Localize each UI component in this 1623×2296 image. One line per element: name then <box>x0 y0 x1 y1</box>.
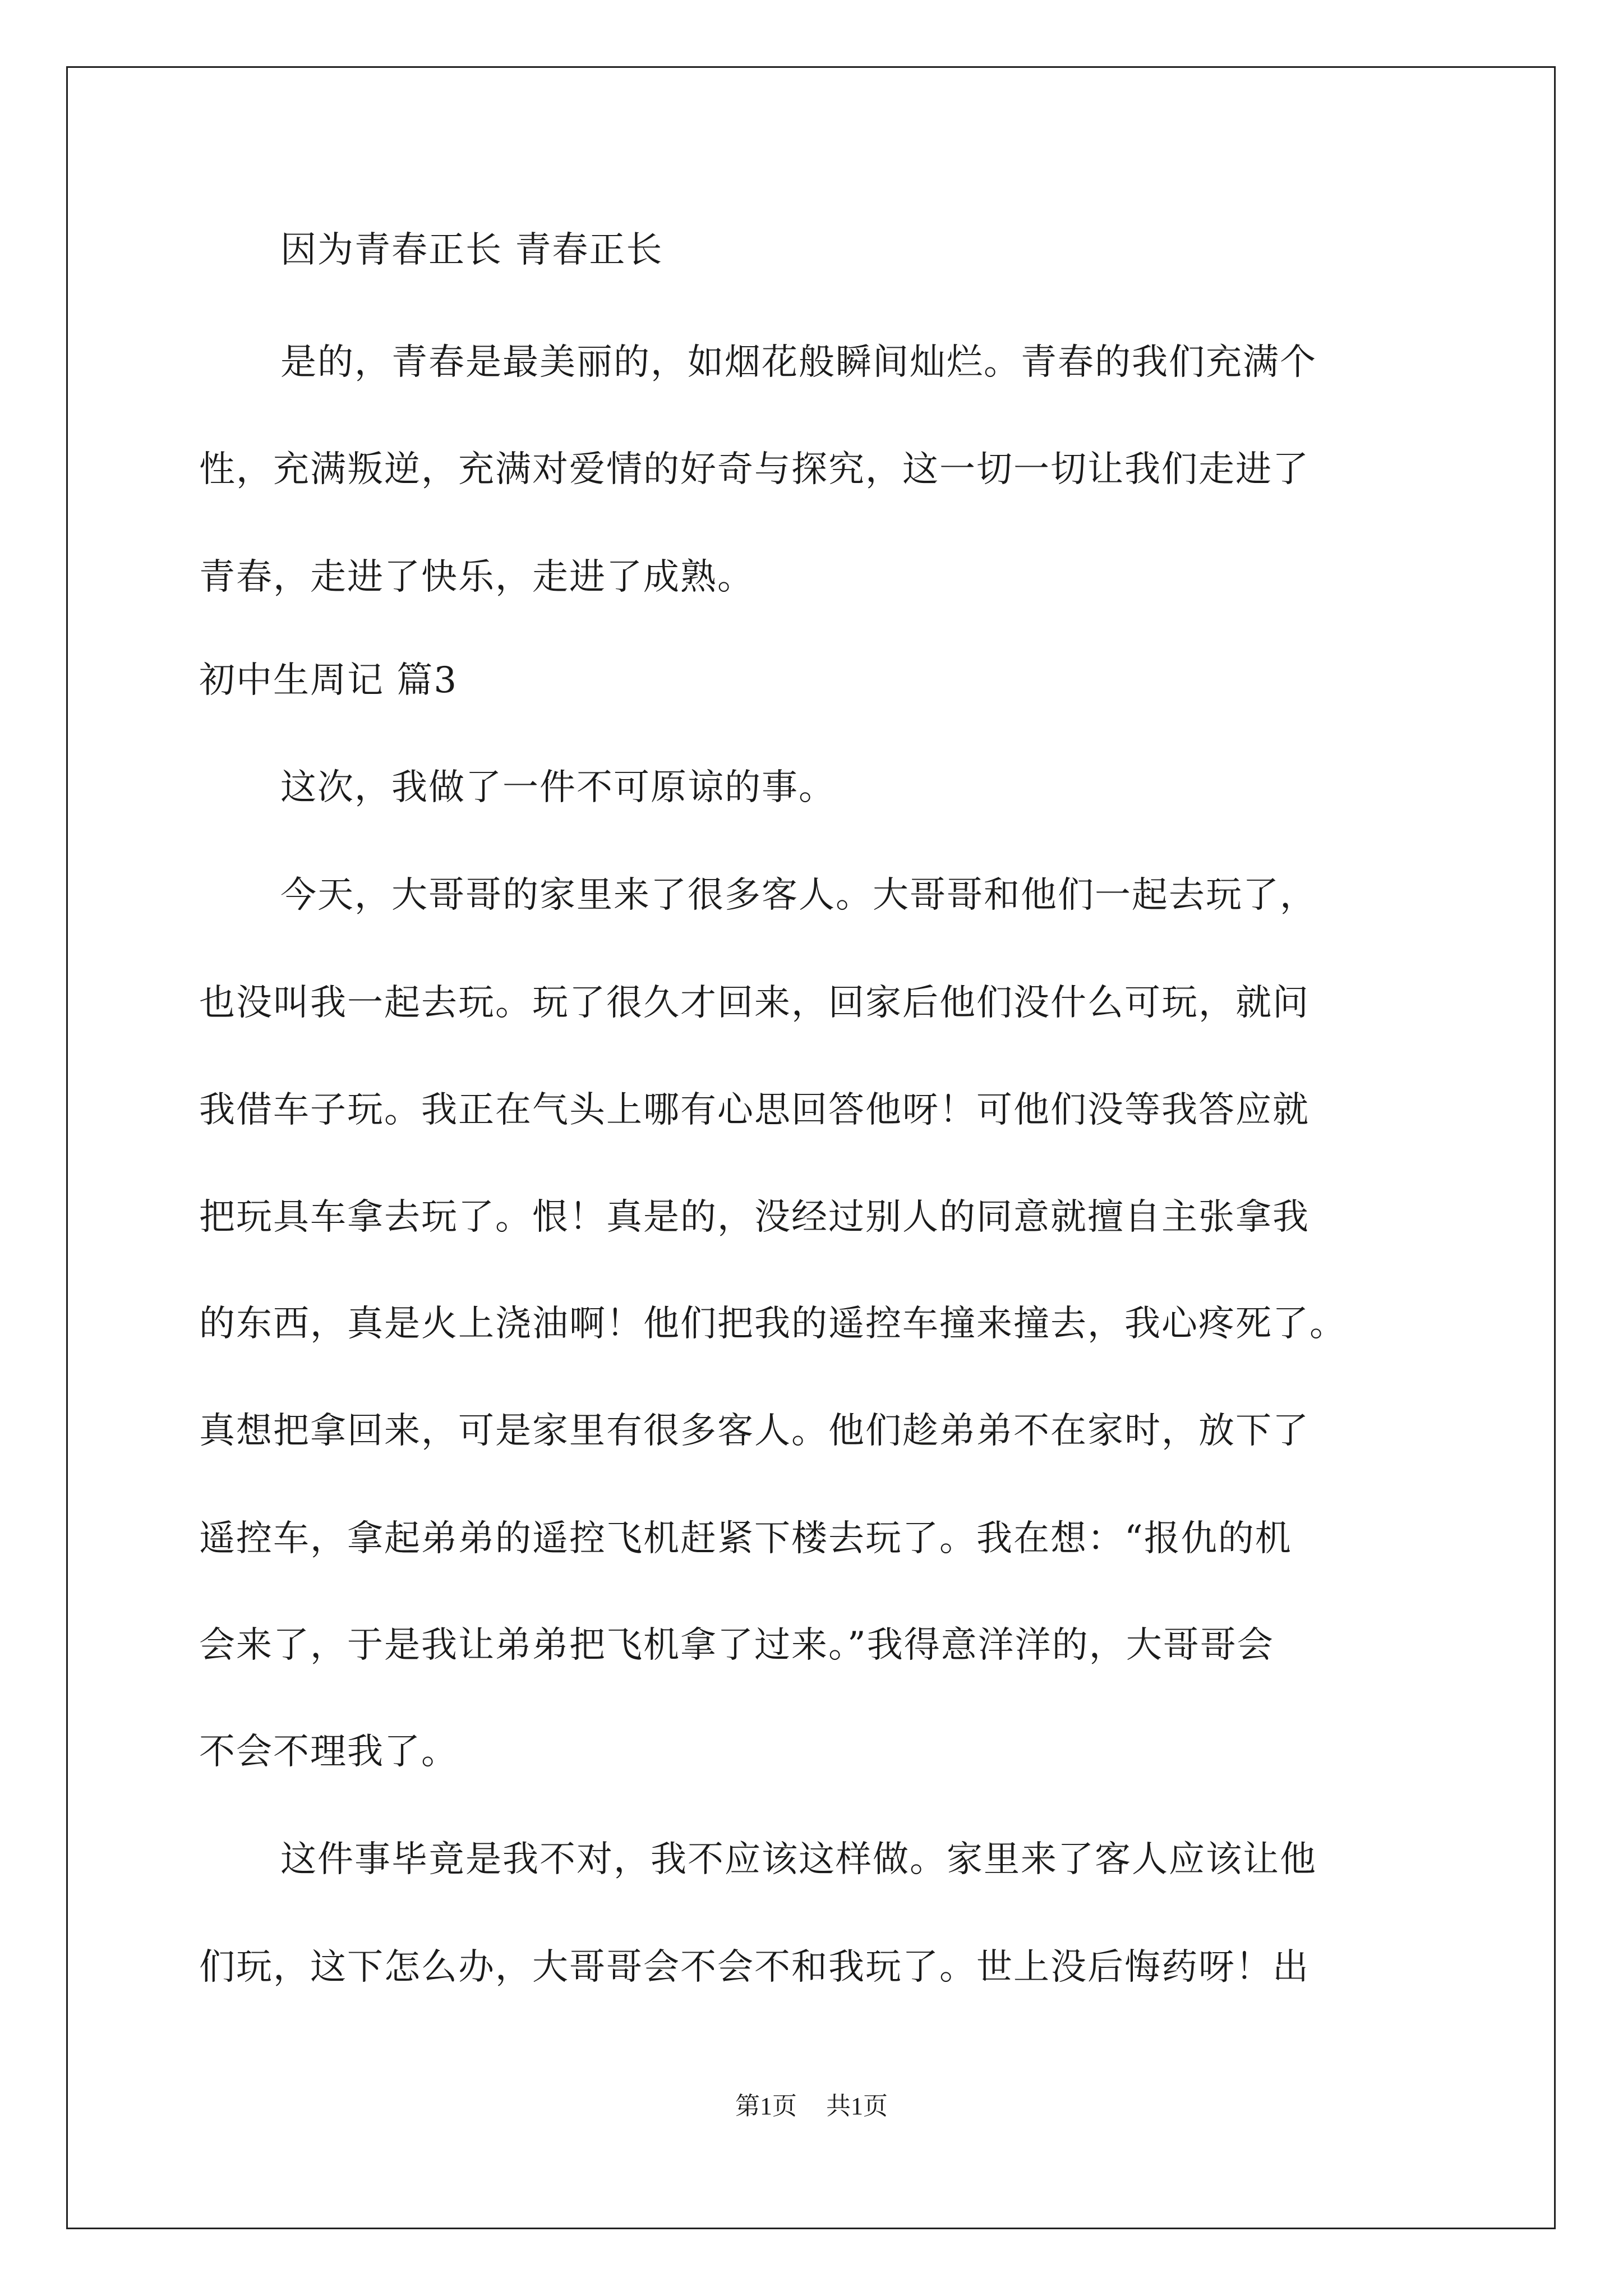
paragraph-line: 真想把拿回来，可是家里有很多客人。他们趁弟弟不在家时，放下了 <box>199 1410 1310 1452</box>
paragraph-line: 不会不理我了。 <box>199 1731 458 1773</box>
paragraph-line: 的东西，真是火上浇油啊！他们把我的遥控车撞来撞去，我心疼死了。 <box>199 1303 1347 1345</box>
paragraph-line: 把玩具车拿去玩了。恨！真是的，没经过别人的同意就擅自主张拿我 <box>199 1197 1310 1238</box>
page-border <box>66 66 1556 2229</box>
paragraph-line: 是的，青春是最美丽的，如烟花般瞬间灿烂。青春的我们充满个 <box>280 342 1317 383</box>
paragraph-line: 们玩，这下怎么办，大哥哥会不会不和我玩了。世上没后悔药呀！出 <box>199 1947 1310 1988</box>
paragraph-line: 会来了，于是我让弟弟把飞机拿了过来。”我得意洋洋的，大哥哥会 <box>199 1625 1274 1666</box>
paragraph-line: 青春，走进了快乐，走进了成熟。 <box>199 556 754 598</box>
section-heading: 初中生周记 篇3 <box>199 660 458 701</box>
paragraph-line: 性，充满叛逆，充满对爱情的好奇与探究，这一切一切让我们走进了 <box>199 449 1310 490</box>
paragraph-line: 今天，大哥哥的家里来了很多客人。大哥哥和他们一起去玩了， <box>280 875 1317 916</box>
page-total: 共1页 <box>826 2092 888 2120</box>
paragraph-line: 也没叫我一起去玩。玩了很久才回来，回家后他们没什么可玩，就问 <box>199 982 1310 1024</box>
page-footer <box>0 2090 1623 2123</box>
paragraph-line: 这次，我做了一件不可原谅的事。 <box>280 767 836 808</box>
text-line: 因为青春正长 青春正长 <box>280 229 663 271</box>
paragraph-line: 我借车子玩。我正在气头上哪有心思回答他呀！可他们没等我答应就 <box>199 1089 1310 1131</box>
paragraph-line: 这件事毕竟是我不对，我不应该这样做。家里来了客人应该让他 <box>280 1839 1317 1880</box>
page-number: 第1页 <box>735 2092 797 2120</box>
paragraph-line: 遥控车，拿起弟弟的遥控飞机赶紧下楼去玩了。我在想：“报仇的机 <box>199 1518 1292 1559</box>
